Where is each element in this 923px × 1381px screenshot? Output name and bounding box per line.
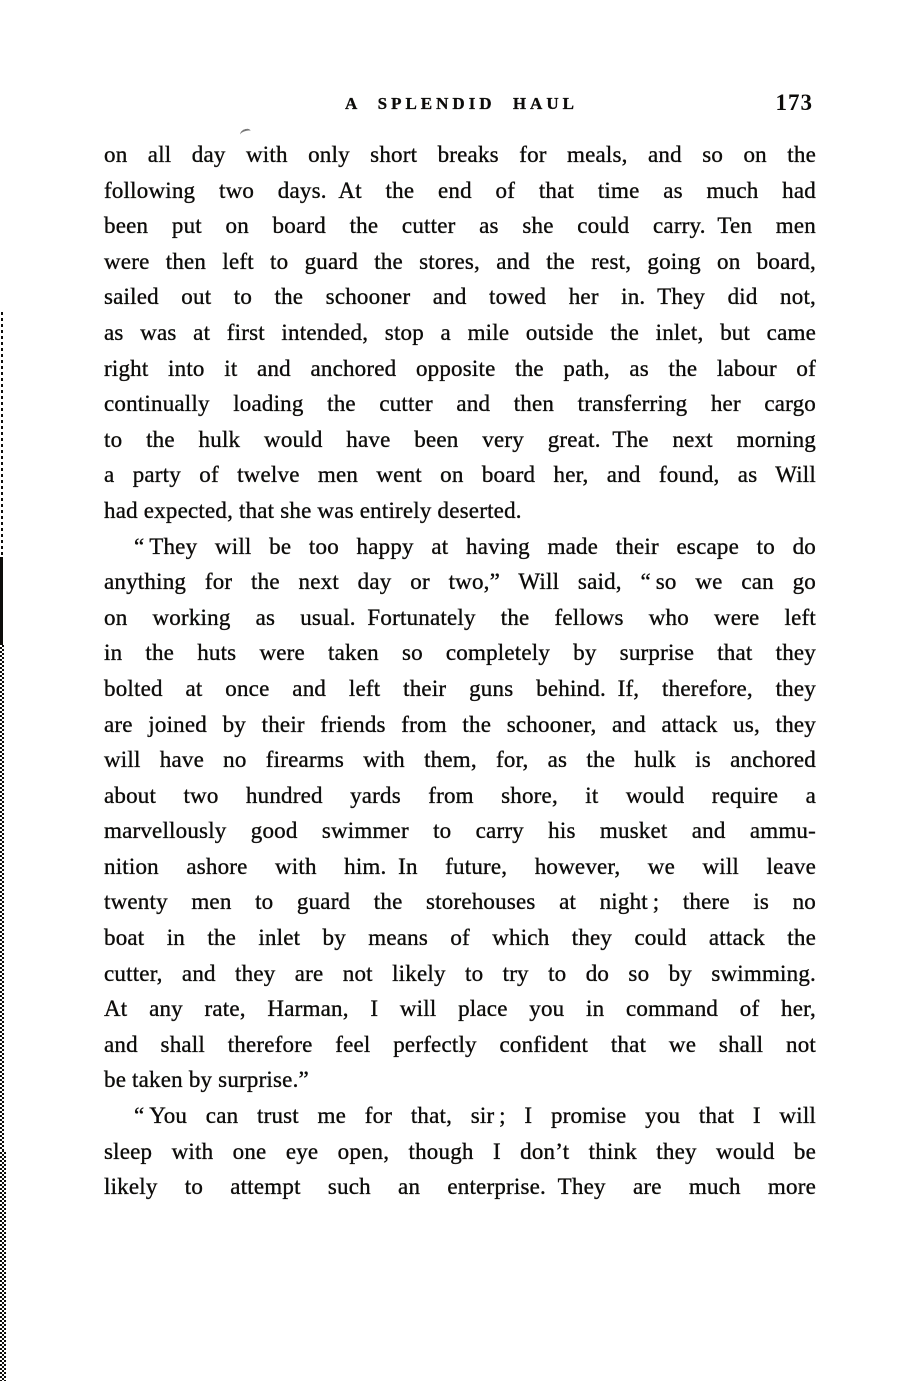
text-line: on all day with only short breaks for meals, and so on the xyxy=(104,142,816,167)
text-line: “ They will be too happy at having made their escape to do xyxy=(134,533,816,559)
text-line: will have no firearms with them, for, as the hulk is anchored xyxy=(104,747,816,773)
text-line: likely to attempt such an enterprise. They are much more xyxy=(104,1174,816,1200)
page-number: 173 xyxy=(775,90,813,115)
chapter-title: A SPLENDID HAUL xyxy=(345,94,578,113)
scan-artifact-left-edge-dither-bottom xyxy=(0,1150,6,1381)
text-line: be taken by surprise.” xyxy=(104,1067,309,1093)
text-line: cutter, and they are not likely to try to do so by swimming. xyxy=(104,960,816,986)
text-line: twenty men to guard the storehouses at night ; there is no xyxy=(104,889,816,915)
text-line: on working as usual. Fortunately the fellows who were left xyxy=(104,604,816,630)
text-line: continually loading the cutter and then transferring her cargo xyxy=(104,391,816,417)
text-line: in the huts were taken so completely by surprise that they xyxy=(104,640,816,666)
scan-artifact-left-edge-dotted xyxy=(1,312,3,560)
running-header xyxy=(0,90,923,120)
text-line: marvellously good swimmer to carry his musket and ammu- xyxy=(104,818,816,844)
text-block xyxy=(104,137,816,1205)
scan-artifact-left-edge-dither xyxy=(0,645,4,1150)
text-line: boat in the inlet by means of which they could attack the xyxy=(104,925,816,951)
text-line: following two days. At the end of that time as much had xyxy=(104,177,816,203)
text-line: sailed out to the schooner and towed her in. They did not, xyxy=(104,284,816,310)
text-line: and shall therefore feel perfectly confident that we shall not xyxy=(104,1031,816,1057)
text-line: as was at first intended, stop a mile outside the inlet, but came xyxy=(104,319,816,345)
text-line: sleep with one eye open, though I don’t think they would be xyxy=(104,1138,816,1164)
text-line: nition ashore with him. In future, however, we will leave xyxy=(104,853,816,879)
text-line: right into it and anchored opposite the path, as the labour of xyxy=(104,355,816,381)
text-line: to the hulk would have been very great. The next morning xyxy=(104,426,816,452)
text-line: bolted at once and left their guns behind. If, therefore, they xyxy=(104,675,816,701)
text-line: anything for the next day or two,” Will said, “ so we can go xyxy=(104,569,816,595)
text-line: “ You can trust me for that, sir ; I promise you that I will xyxy=(134,1103,816,1129)
text-line: been put on board the cutter as she could carry. Ten men xyxy=(104,213,816,239)
scan-artifact-left-edge-solid xyxy=(0,557,3,645)
text-line: about two hundred yards from shore, it would require a xyxy=(104,782,816,808)
text-line: At any rate, Harman, I will place you in command of her, xyxy=(104,996,816,1022)
text-line: were then left to guard the stores, and the rest, going on board, xyxy=(104,248,816,274)
text-line: had expected, that she was entirely deserted. xyxy=(104,497,522,523)
text-line: a party of twelve men went on board her, and found, as Will xyxy=(104,462,816,488)
text-line: are joined by their friends from the schooner, and attack us, they xyxy=(104,711,816,737)
